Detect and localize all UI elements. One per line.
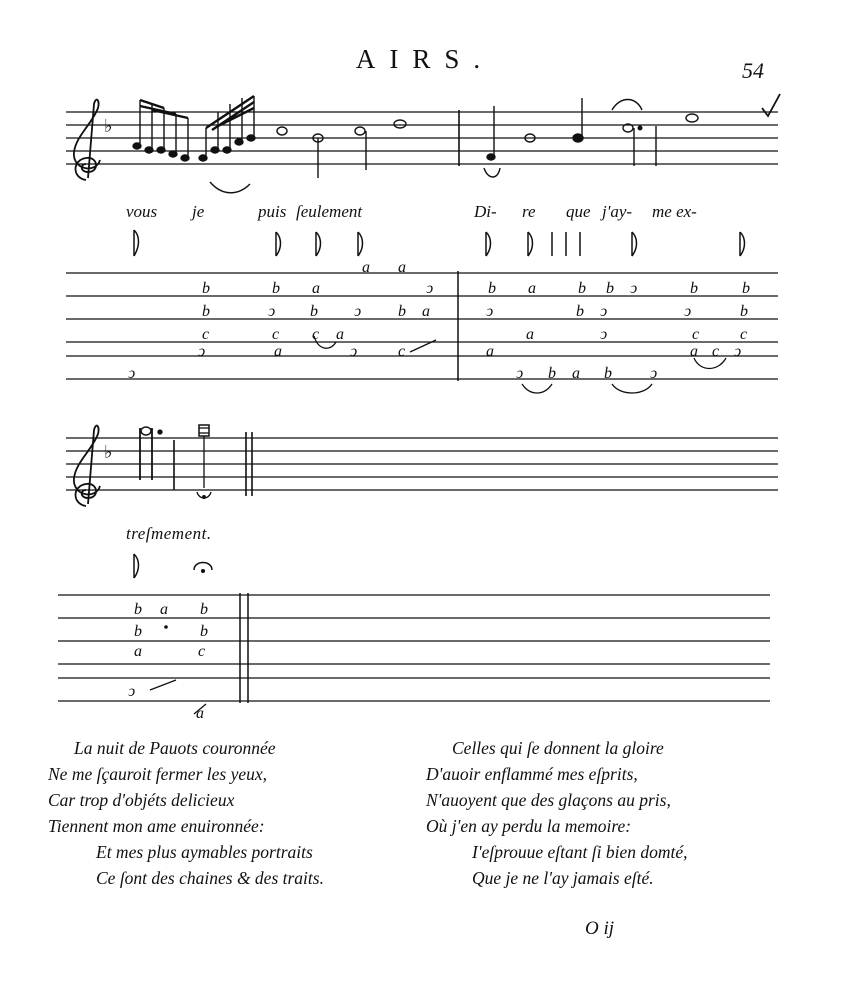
svg-text:ↄ: ↄ bbox=[650, 365, 658, 382]
verse-line: La nuit de Pauots couronnée bbox=[74, 738, 276, 758]
page-number: 54 bbox=[742, 58, 764, 83]
svg-text:b: b bbox=[606, 280, 614, 297]
verse-line: Que je ne l'ay jamais eſté. bbox=[472, 868, 654, 888]
svg-text:a: a bbox=[398, 259, 406, 276]
verse-line: I'eſprouue eſtant ſi bien domté, bbox=[472, 842, 688, 862]
svg-text:b: b bbox=[310, 303, 318, 320]
svg-text:b: b bbox=[742, 280, 750, 297]
verse-right bbox=[426, 735, 687, 891]
svg-text:b: b bbox=[578, 280, 586, 297]
lyric-word: que bbox=[566, 202, 591, 221]
svg-text:a: a bbox=[274, 343, 282, 360]
svg-text:a: a bbox=[336, 326, 344, 343]
lyric-word: Di- bbox=[474, 202, 497, 221]
svg-text:ↄ: ↄ bbox=[198, 343, 206, 360]
svg-text:c: c bbox=[312, 326, 320, 343]
verse-line: Ne me ſçauroit fermer les yeux, bbox=[48, 764, 268, 784]
svg-text:a: a bbox=[528, 280, 536, 297]
svg-text:a: a bbox=[362, 259, 370, 276]
verse-line: D'auoir enflammé mes eſprits, bbox=[426, 764, 638, 784]
svg-text:a: a bbox=[690, 343, 698, 360]
svg-text:b: b bbox=[134, 623, 142, 640]
svg-text:c: c bbox=[740, 326, 748, 343]
verse-line: Celles qui ſe donnent la gloire bbox=[452, 738, 664, 758]
svg-text:a: a bbox=[422, 303, 430, 320]
svg-text:c: c bbox=[692, 326, 700, 343]
svg-text:b: b bbox=[398, 303, 406, 320]
lyric-word: je bbox=[192, 202, 205, 221]
svg-text:ↄ: ↄ bbox=[268, 303, 276, 320]
svg-text:ↄ: ↄ bbox=[350, 343, 358, 360]
svg-text:c: c bbox=[712, 343, 720, 360]
svg-text:a: a bbox=[312, 280, 320, 297]
svg-text:b: b bbox=[548, 365, 556, 382]
svg-text:c: c bbox=[198, 643, 206, 660]
page-title: AIRS. bbox=[355, 44, 495, 74]
lyric-word: j'ay- bbox=[602, 202, 633, 221]
svg-text:b: b bbox=[604, 365, 612, 382]
svg-text:a: a bbox=[160, 601, 168, 618]
svg-text:c: c bbox=[202, 326, 210, 343]
svg-text:ↄ: ↄ bbox=[516, 365, 524, 382]
svg-text:c: c bbox=[272, 326, 280, 343]
verse-line: Où j'en ay perdu la memoire: bbox=[426, 816, 632, 836]
svg-text:♭: ♭ bbox=[104, 116, 113, 136]
verse-left bbox=[48, 735, 324, 891]
lyric-word: vous bbox=[126, 202, 158, 221]
svg-text:b: b bbox=[690, 280, 698, 297]
svg-text:ↄ: ↄ bbox=[734, 343, 742, 360]
lyric-word: ſeulement bbox=[296, 202, 363, 221]
svg-text:b: b bbox=[488, 280, 496, 297]
svg-text:b: b bbox=[740, 303, 748, 320]
svg-text:♭: ♭ bbox=[104, 442, 113, 462]
svg-text:ↄ: ↄ bbox=[684, 303, 692, 320]
lyric-word: puis bbox=[258, 202, 287, 221]
signature-mark: O ij bbox=[585, 918, 615, 939]
svg-text:ↄ: ↄ bbox=[128, 683, 136, 700]
svg-text:a: a bbox=[196, 705, 204, 722]
svg-text:b: b bbox=[200, 623, 208, 640]
svg-text:a: a bbox=[526, 326, 534, 343]
svg-text:ↄ: ↄ bbox=[128, 365, 136, 382]
lyric-word: treſmement. bbox=[126, 524, 212, 543]
verse-line: N'auoyent que des glaçons au pris, bbox=[426, 790, 671, 810]
svg-text:a: a bbox=[134, 643, 142, 660]
svg-text:a: a bbox=[486, 343, 494, 360]
svg-text:ↄ: ↄ bbox=[354, 303, 362, 320]
svg-text:ↄ: ↄ bbox=[630, 280, 638, 297]
svg-text:ↄ: ↄ bbox=[426, 280, 434, 297]
svg-text:a: a bbox=[572, 365, 580, 382]
svg-text:ↄ: ↄ bbox=[600, 326, 608, 343]
verse-line: Tiennent mon ame enuironnée: bbox=[48, 816, 265, 836]
svg-text:b: b bbox=[200, 601, 208, 618]
lyric-word: re bbox=[522, 202, 536, 221]
svg-text:b: b bbox=[576, 303, 584, 320]
svg-text:b: b bbox=[202, 303, 210, 320]
verse-line: Et mes plus aymables portraits bbox=[96, 842, 313, 862]
verse-line: Ce ſont des chaines & des traits. bbox=[96, 868, 324, 888]
verse-line: Car trop d'objéts delicieux bbox=[48, 790, 235, 810]
svg-text:ↄ: ↄ bbox=[600, 303, 608, 320]
svg-text:b: b bbox=[272, 280, 280, 297]
svg-text:ↄ: ↄ bbox=[486, 303, 494, 320]
lyric-word: me ex- bbox=[652, 202, 697, 221]
svg-text:b: b bbox=[202, 280, 210, 297]
svg-text:b: b bbox=[134, 601, 142, 618]
svg-text:c: c bbox=[398, 343, 406, 360]
